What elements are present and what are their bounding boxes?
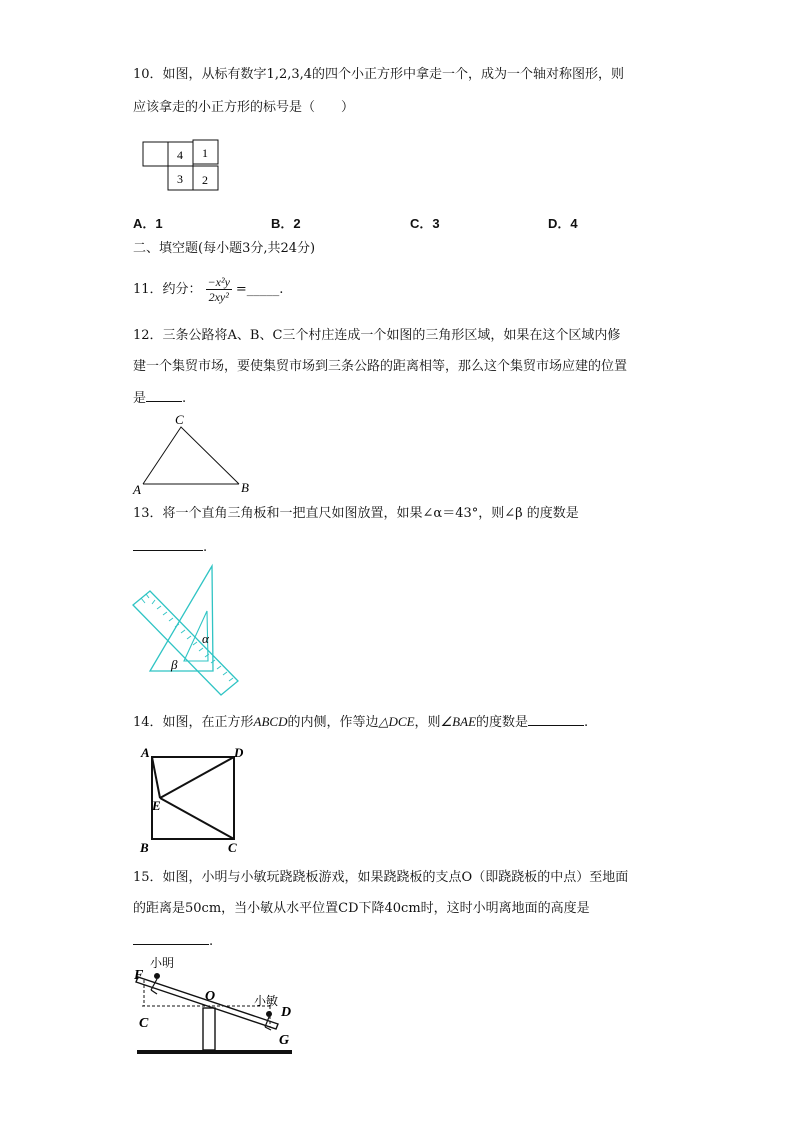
q14-label-e: E [152, 798, 161, 813]
q15-line2: 的距离是50cm，当小敏从水平位置CD下降40cm时，这时小明离地面的高度是 [133, 901, 590, 916]
q14-prefix: 14．如图，在正方形 [133, 715, 254, 730]
q10-option-b[interactable]: B．2 [271, 216, 301, 231]
q15-label-g: G [279, 1033, 290, 1048]
q15-label-c: C [139, 1016, 149, 1031]
q11-line [133, 275, 283, 305]
q14-label-d: D [234, 745, 244, 760]
q10-cell-4: 4 [177, 148, 183, 162]
q14-mid3: 的度数是 [476, 715, 529, 730]
q15-line3 [133, 931, 213, 951]
q14-suffix: . [584, 715, 589, 730]
q14-label-c: C [228, 840, 237, 855]
q13-line2 [133, 537, 207, 557]
q12-line1: 12．三条公路将A、B、C三个村庄连成一个如图的三角形区域，如果在这个区域内修 [133, 328, 621, 343]
q10-grid-figure [140, 138, 220, 192]
q12-triangle-figure [130, 412, 260, 496]
q14-mid1: 的内侧，作等边 [287, 715, 379, 730]
q15-label-xiaomin: 小敏 [254, 994, 279, 1008]
q14-line [133, 712, 588, 732]
q15-line3-suffix: . [209, 934, 214, 949]
q12-line3-suffix: . [182, 391, 187, 406]
q14-mid2: ，则 [414, 715, 441, 730]
q12-line2: 建一个集贸市场，要使集贸市场到三条公路的距离相等，那么这个集贸市场应建的位置 [133, 359, 628, 374]
q14-square-figure [132, 742, 252, 858]
q11-numerator: −x²y [207, 275, 230, 289]
q10-option-c[interactable]: C．3 [410, 216, 440, 231]
q12-label-c: C [175, 412, 184, 427]
q10-cell-2: 2 [202, 173, 208, 187]
section-heading: 二、填空题(每小题3分,共24分) [133, 241, 316, 256]
q14-label-b: B [140, 840, 149, 855]
q15-line1: 15．如图，小明与小敏玩跷跷板游戏，如果跷跷板的支点O（即跷跷板的中点）至地面 [133, 870, 629, 885]
q15-label-xiaoming: 小明 [150, 956, 175, 970]
q14-label-a: A [141, 745, 150, 760]
q13-label-alpha: α [202, 631, 209, 646]
q15-seesaw-figure [130, 952, 300, 1062]
q12-label-b: B [241, 480, 249, 495]
q13-line1: 13．将一个直角三角板和一把直尺如图放置，如果∠α＝43°，则∠β 的度数是 [133, 506, 579, 521]
q13-ruler-triangle-figure [128, 563, 243, 698]
q12-line3 [133, 388, 186, 408]
q15-label-d: D [281, 1005, 292, 1020]
q11-denominator: 2xy² [208, 290, 229, 304]
q14-bae: ∠BAE [440, 714, 477, 729]
q11-fraction [206, 275, 232, 304]
q11-prefix: 11．约分： [133, 282, 202, 297]
q10-line2: 应该拿走的小正方形的标号是（ ） [133, 100, 355, 115]
q10-option-a[interactable]: A．1 [133, 216, 163, 231]
q14-answer-blank[interactable] [528, 712, 584, 726]
q14-dce: △DCE [378, 714, 415, 729]
q10-option-d[interactable]: D．4 [548, 216, 578, 231]
q15-label-f: F [134, 968, 144, 983]
q11-suffix: =_____. [235, 282, 284, 297]
q12-label-a: A [133, 482, 141, 497]
q12-line3-prefix: 是 [133, 391, 147, 406]
q10-cell-1: 1 [202, 146, 208, 160]
q13-label-beta: β [171, 657, 178, 672]
q15-answer-blank[interactable] [133, 931, 209, 945]
q10-cell-3: 3 [177, 172, 183, 186]
q13-answer-blank[interactable] [133, 537, 203, 551]
q14-abcd: ABCD [253, 714, 288, 729]
q12-answer-blank[interactable] [146, 388, 182, 402]
q15-label-o: O [205, 989, 216, 1004]
q13-line2-suffix: . [203, 540, 208, 555]
q10-line1: 10．如图，从标有数字1,2,3,4的四个小正方形中拿走一个，成为一个轴对称图形，则 [133, 67, 625, 82]
